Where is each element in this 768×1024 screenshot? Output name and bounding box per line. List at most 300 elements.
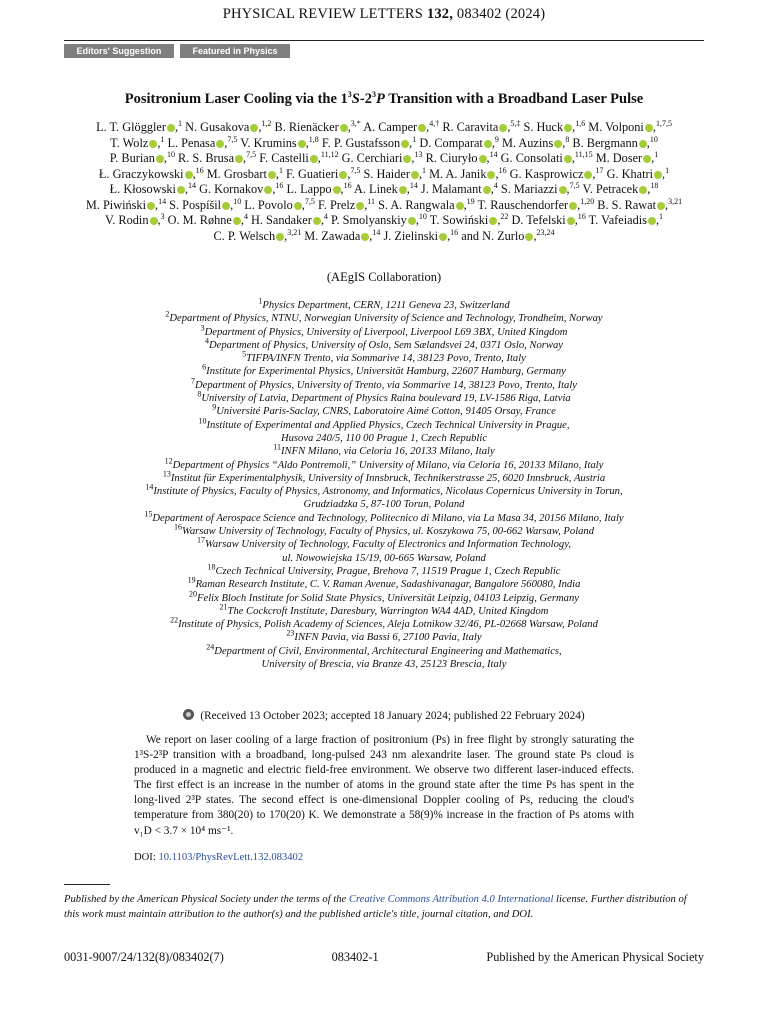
author-affiliation-mark: 10 [649, 134, 658, 144]
orcid-icon[interactable] [233, 217, 241, 225]
affiliation [64, 469, 704, 485]
affiliation-text: Institute of Physics, Polish Academy of Sciences, Aleja Lotnikow 32/46, PL-02668 Warsaw, Poland [178, 619, 598, 631]
author[interactable]: S. A. Rangwala ,$^{19}$ [378, 196, 475, 212]
affiliation-text: TIFPA/INFN Trento, via Sommarive 14, 38123 Povo, Trento, Italy [246, 353, 526, 365]
author-name: T. Vafeiadis [588, 213, 647, 227]
orcid-icon[interactable] [177, 186, 185, 194]
author[interactable]: G. Kasprowicz ,$^{17}$ [509, 165, 604, 181]
author-name: C. P. Welsch [213, 228, 276, 243]
affiliation-list [64, 296, 704, 671]
author-name: S. Pospíšil [169, 197, 222, 212]
orcid-icon[interactable] [333, 186, 341, 194]
author-line [64, 136, 704, 152]
author-affiliation-mark: 1 [160, 134, 165, 144]
author-affiliation-mark: 10 [233, 196, 242, 206]
affiliation [64, 628, 704, 644]
author[interactable]: S. Huck ,$^{1,6}$ [523, 118, 586, 134]
affiliation [64, 642, 704, 658]
author-affiliation-mark: 19 [466, 196, 475, 206]
orcid-icon[interactable] [222, 202, 230, 210]
author[interactable]: R. Ciuryło ,$^{14}$ [425, 149, 498, 165]
affiliation-text: Grudziadzka 5, 87-100 Torun, Poland [303, 499, 465, 511]
editors-suggestion-tag[interactable]: Editors' Suggestion [64, 44, 174, 58]
author-name: N. Gusakova [185, 120, 250, 134]
journal-header [0, 6, 768, 23]
orcid-icon[interactable] [439, 233, 447, 241]
author-affiliation-mark: 7,5 [304, 196, 315, 206]
issn-code: 0031-9007/24/132(8)/083402(7) [64, 950, 224, 964]
author-name: G. Khatri [606, 166, 654, 181]
affiliation-number: 10 [198, 416, 207, 426]
author-name: S. Haider [363, 166, 410, 181]
orcid-icon[interactable] [643, 155, 651, 163]
author-affiliation-mark: 1 [178, 118, 183, 128]
author-affiliation-mark: 16 [343, 180, 352, 190]
orcid-icon[interactable] [411, 171, 419, 179]
page-number: 083402-1 [331, 950, 379, 964]
orcid-icon[interactable] [554, 140, 562, 148]
publisher: Published by the American Physical Society [486, 950, 704, 964]
orcid-icon[interactable] [403, 155, 411, 163]
affiliation-text: University of Brescia, via Branze 43, 25123 Brescia, Italy [261, 659, 507, 671]
orcid-icon[interactable] [657, 202, 665, 210]
author[interactable]: P. Burian ,$^{10}$ [109, 149, 175, 165]
affiliation-number: 4 [205, 336, 209, 346]
author-name: P. Burian [109, 151, 155, 165]
received-text: (Received 13 October 2023; accepted 18 January 2024; published 22 February 2024) [200, 710, 585, 722]
author[interactable]: G. Kornakov ,$^{16}$ [199, 180, 284, 196]
affiliation-number: 22 [170, 615, 179, 625]
affiliation-number: 7 [190, 376, 195, 386]
doi-link[interactable]: 10.1103/PhysRevLett.132.083402 [158, 852, 304, 863]
orcid-icon[interactable] [250, 124, 258, 132]
affiliation-number: 15 [144, 509, 153, 519]
author-name: B. Bergmann [572, 135, 638, 150]
author-name: B. Rienäcker [274, 120, 339, 134]
orcid-icon[interactable] [235, 155, 243, 163]
author-name: L. Povolo [244, 197, 293, 212]
author-affiliation-mark: 22 [500, 211, 509, 221]
affiliation-text: Department of Physics, NTNU, Norwegian University of Science and Technology, Trondheim, Norway [169, 313, 603, 325]
footnote-rule [64, 884, 110, 885]
affiliation-text: Institut für Experimentalphysik, University of Innsbruck, Technikerstrasse 25, 6020 Innsbruck, Austria [170, 472, 606, 484]
orcid-icon[interactable] [456, 202, 464, 210]
author[interactable]: M. Grosbart ,$^1$ [206, 165, 283, 181]
author-name: G. Kasprowicz [509, 166, 584, 181]
author-name: L. Penasa [167, 135, 216, 150]
orcid-icon[interactable] [418, 124, 426, 132]
author[interactable]: F. Prelz ,$^{11}$ [317, 196, 375, 212]
license-footnote [64, 892, 704, 922]
affiliation [64, 389, 704, 405]
orcid-icon[interactable] [401, 140, 409, 148]
author-name: M. Grosbart [206, 166, 267, 181]
author[interactable]: R. S. Brusa ,$^{7,5}$ [178, 149, 257, 165]
orcid-icon[interactable] [399, 186, 407, 194]
author[interactable]: T. Wolz ,$^1$ [110, 134, 165, 150]
author-affiliation-mark: 1 [412, 134, 417, 144]
check-for-updates-icon[interactable] [183, 709, 194, 720]
title-post: Transition with a Broadband Laser Pulse [384, 91, 644, 107]
affiliation-text: Felix Bloch Institute for Solid State Physics, Universität Leipzig, 04103 Leipzig, Germany [197, 592, 579, 604]
author[interactable]: F. Guatieri ,$^{7,5}$ [286, 165, 361, 181]
affiliation-number: 9 [212, 402, 217, 412]
author-affiliation-mark: 16 [498, 165, 507, 175]
author-affiliation-mark: 7,5 [227, 134, 238, 144]
page-footer [64, 950, 704, 965]
orcid-icon[interactable] [339, 171, 347, 179]
title-sup1: 3 [347, 90, 352, 100]
author-affiliation-mark: 3 [160, 211, 165, 221]
author-affiliation-mark: 3,21 [668, 196, 683, 206]
affiliation-text: Department of Physics, University of Trento, via Sommarive 14, 38123 Povo, Trento, Italy [194, 379, 577, 391]
affiliation-number: 18 [207, 562, 216, 572]
orcid-icon[interactable] [639, 186, 647, 194]
author-affiliation-mark: 3,* [350, 118, 361, 128]
affiliation [64, 522, 704, 538]
orcid-icon[interactable] [276, 233, 284, 241]
author-affiliation-mark: 11,15 [574, 149, 593, 159]
cc-license-link[interactable]: Creative Commons Attribution 4.0 International [348, 894, 554, 905]
author-affiliation-mark: 11,12 [320, 149, 339, 159]
author[interactable]: L. Lappo ,$^{16}$ [286, 180, 352, 196]
orcid-icon[interactable] [639, 140, 647, 148]
affiliation-text: University of Latvia, Department of Physics Raina boulevard 19, LV-1586 Riga, Latvia [201, 393, 571, 405]
author[interactable]: M. Doser ,$^1$ [595, 149, 659, 165]
collaboration: (AEgIS Collaboration) [326, 270, 442, 284]
author-name: A. Camper [363, 120, 418, 134]
author[interactable]: H. Sandaker ,$^4$ [251, 211, 328, 227]
author-affiliation-mark: 4,† [429, 118, 440, 128]
author-line [64, 120, 704, 136]
author[interactable]: B. S. Rawat ,$^{3,21}$ [597, 196, 683, 212]
author-name: M. Auzins [502, 135, 554, 150]
author[interactable]: B. Bergmann ,$^{10}$ [572, 134, 658, 150]
author[interactable]: T. Vafeiadis ,$^1$ [588, 211, 664, 227]
author-affiliation-mark: 14 [409, 180, 418, 190]
orcid-icon[interactable] [648, 217, 656, 225]
affiliation-number: 21 [219, 602, 228, 612]
affiliation-text: Institute of Experimental and Applied Physics, Czech Technical University in Prague, [206, 419, 570, 431]
orcid-icon[interactable] [298, 140, 306, 148]
author-affiliation-mark: 1,8 [308, 134, 319, 144]
author[interactable]: A. Linek ,$^{14}$ [354, 180, 418, 196]
orcid-icon[interactable] [499, 124, 507, 132]
author-name: J. Zielinski [383, 228, 439, 243]
orcid-icon[interactable] [340, 124, 348, 132]
author-affiliation-mark: 7,5 [246, 149, 257, 159]
author-name: M. Doser [595, 151, 643, 165]
affiliation-text: The Cockcroft Institute, Daresbury, Warrington WA4 4AD, United Kingdom [227, 605, 549, 617]
orcid-icon[interactable] [294, 202, 302, 210]
affiliation [64, 575, 704, 591]
author-name: T. Rauschendorfer [477, 197, 569, 212]
author[interactable]: D. Tefelski ,$^{16}$ [511, 211, 586, 227]
author-name: F. Castelli [259, 151, 309, 165]
author[interactable]: M. Volponi ,$^{1,7,5}$ [588, 118, 672, 134]
affiliation-number: 20 [189, 589, 198, 598]
author-line: C. P. Welsch ,$^{3,21}$ M. Zawada ,$^{14}$ J. Zielinski ,$^{16}$ and N. Zurlo ,$^{23,24}$ [213, 227, 555, 243]
author[interactable]: L. T. Glöggler ,$^1$ [96, 118, 183, 134]
author[interactable]: G. Consolati ,$^{11,15}$ [500, 149, 593, 165]
author-name: F. Prelz [317, 197, 356, 212]
author-name: N. Zurlo [482, 228, 525, 243]
author-affiliation-mark: 1,6 [575, 118, 586, 128]
article-title [64, 91, 704, 108]
author-affiliation-mark: 1 [654, 149, 659, 159]
article-id-year: 083402 (2024) [456, 6, 546, 22]
journal-name: PHYSICAL REVIEW LETTERS [222, 6, 424, 22]
author[interactable]: O. M. Røhne ,$^4$ [167, 211, 248, 227]
author[interactable]: S. Pospíšil ,$^{10}$ [169, 196, 242, 212]
title-mid3: P [375, 91, 385, 107]
orcid-icon[interactable] [489, 217, 497, 225]
author-name: H. Sandaker [251, 213, 312, 227]
author[interactable]: M. Piwiński ,$^{14}$ [85, 196, 167, 212]
affiliation-number: 17 [197, 535, 206, 545]
affiliation [64, 296, 704, 312]
affiliation [64, 336, 704, 352]
author[interactable]: Ł. Graczykowski ,$^{16}$ [98, 165, 204, 181]
affiliation-number: 23 [286, 628, 295, 638]
author-affiliation-mark: 1 [422, 165, 427, 175]
affiliation-number: 8 [197, 389, 202, 399]
author-affiliation-mark: 1 [278, 165, 283, 175]
author[interactable]: B. Rienäcker ,$^{3,*}$ [274, 118, 361, 134]
doi-label: DOI: [134, 852, 156, 863]
author[interactable]: N. Zurlo ,$^{23,24}$ [482, 227, 555, 243]
author-affiliation-mark: 4 [243, 211, 248, 221]
orcid-icon[interactable] [569, 202, 577, 210]
author-name: M. Zawada [304, 228, 361, 243]
affiliation [64, 658, 704, 671]
affiliation-text: Husova 240/5, 110 00 Prague 1, Czech Republic [280, 432, 488, 444]
title-pre: Positronium Laser Cooling via the 1 [124, 91, 348, 107]
author-affiliation-mark: 16 [450, 227, 459, 237]
author[interactable]: J. Malamant ,$^4$ [420, 180, 498, 196]
author-name: L. T. Glöggler [96, 120, 166, 134]
author[interactable]: R. Caravita ,$^{5,\ddagger}$ [442, 118, 521, 134]
orcid-icon[interactable] [484, 140, 492, 148]
author-name: F. P. Gustafsson [321, 135, 401, 150]
orcid-icon[interactable] [150, 217, 158, 225]
orcid-icon[interactable] [310, 155, 318, 163]
author-name: G. Cerchiari [341, 151, 403, 165]
author-affiliation-mark: 7,5 [569, 180, 580, 190]
affiliation-text: Department of Civil, Environmental, Architectural Engineering and Mathematics, [214, 645, 562, 657]
received-dates [64, 709, 704, 722]
orcid-icon[interactable] [167, 124, 175, 132]
author-name: M. A. Janik [429, 166, 487, 181]
author-affiliation-mark: 1 [659, 211, 664, 221]
orcid-icon[interactable] [268, 171, 276, 179]
tag-bar [64, 44, 290, 58]
author-affiliation-mark: 3,21 [287, 227, 302, 237]
orcid-icon[interactable] [645, 124, 653, 132]
orcid-icon[interactable] [156, 155, 164, 163]
orcid-icon[interactable] [408, 217, 416, 225]
author-name: T. Wolz [110, 135, 149, 150]
affiliation-text: Department of Physics, University of Oslo, Sem Sælandsvei 24, 0371 Oslo, Norway [209, 339, 563, 351]
author-affiliation-mark: 4 [493, 180, 498, 190]
author-affiliation-mark: 13 [414, 149, 423, 159]
affiliation-number: 14 [145, 482, 154, 492]
author-name: G. Kornakov [199, 182, 264, 196]
affiliation-text: INFN Pavia, via Bassi 6, 27100 Pavia, Italy [294, 632, 482, 644]
affiliation-text: Université Paris-Saclay, CNRS, Laboratoire Aimé Cotton, 91405 Orsay, France [216, 406, 556, 418]
author-line [64, 167, 704, 183]
affiliation-text: Physics Department, CERN, 1211 Geneva 23, Switzerland [262, 300, 510, 311]
orcid-icon[interactable] [483, 186, 491, 194]
author-name: L. Lappo [286, 182, 332, 196]
affiliation [64, 402, 704, 418]
author[interactable]: A. Camper ,$^{4,\dagger}$ [363, 118, 440, 134]
author-name: S. Mariazzi [500, 182, 558, 196]
author-affiliation-mark: 14 [188, 180, 197, 190]
affiliation-number: 5 [242, 349, 247, 359]
orcid-icon[interactable] [216, 140, 224, 148]
affiliation-number: 24 [206, 642, 215, 652]
orcid-icon[interactable] [264, 186, 272, 194]
affiliation-text: Department of Aerospace Science and Technology, Politecnico di Milano, via La Masa 34, 20156 Milano, Italy [152, 512, 624, 524]
affiliation [64, 376, 704, 392]
author-name: S. Huck [523, 120, 564, 134]
orcid-icon[interactable] [584, 171, 592, 179]
affiliation-number: 3 [200, 323, 205, 333]
author[interactable]: G. Khatri ,$^1$ [606, 165, 670, 181]
author-name: F. Guatieri [286, 166, 339, 181]
author[interactable]: T. Sowiński ,$^{22}$ [429, 211, 509, 227]
author-affiliation-mark: 7,5 [350, 165, 361, 175]
author-affiliation-mark: 16 [577, 211, 586, 221]
title-mid2: -2 [359, 91, 372, 107]
affiliation-number: 2 [165, 309, 170, 319]
affiliation-number: 16 [173, 522, 182, 532]
author-name: B. S. Rawat [597, 197, 657, 212]
author-name: P. Smolyanskiy [330, 213, 407, 227]
author[interactable]: Ł. Kłosowski ,$^{14}$ [109, 180, 197, 196]
author[interactable]: L. Penasa ,$^{7,5}$ [167, 134, 238, 150]
author-name: R. S. Brusa [178, 151, 235, 165]
author-affiliation-mark: 1,7,5 [655, 118, 672, 128]
orcid-icon[interactable] [525, 233, 533, 241]
affiliation [64, 456, 704, 472]
author[interactable]: M. Auzins ,$^8$ [502, 134, 570, 150]
author[interactable]: N. Gusakova ,$^{1,2}$ [185, 118, 272, 134]
affiliation [64, 615, 704, 631]
author-name: R. Ciuryło [425, 151, 478, 165]
affiliation-text: Institute of Physics, Faculty of Physics, Astronomy, and Informatics, Nicolaus Copernicus University in Torun, [153, 486, 623, 498]
author[interactable]: T. Rauschendorfer ,$^{1,20}$ [477, 196, 595, 212]
author[interactable]: C. P. Welsch ,$^{3,21}$ [213, 227, 302, 243]
affiliation-text: ul. Nowowiejska 15/19, 00-665 Warsaw, Poland [282, 552, 486, 564]
author-affiliation-mark: 14 [489, 149, 498, 159]
orcid-icon[interactable] [479, 155, 487, 163]
author-affiliation-mark: 8 [565, 134, 570, 144]
author-name: Ł. Kłosowski [109, 182, 176, 196]
affiliation-number: 12 [164, 456, 173, 466]
affiliation [64, 362, 704, 378]
author[interactable]: M. A. Janik ,$^{16}$ [429, 165, 507, 181]
author[interactable]: S. Mariazzi ,$^{7,5}$ [500, 180, 580, 196]
affiliation [64, 498, 704, 511]
author-affiliation-mark: 14 [158, 196, 167, 206]
author-name: G. Consolati [500, 151, 563, 165]
author-name: M. Piwiński [85, 197, 146, 212]
orcid-icon[interactable] [361, 233, 369, 241]
affiliation [64, 349, 704, 365]
affiliation-text: Department of Physics “Aldo Pontremoli,” University of Milano, via Celoria 16, 20133 Milano, Italy [172, 459, 604, 471]
affiliation [64, 552, 704, 565]
affiliation-text: Warsaw University of Technology, Faculty of Physics, ul. Koszykowa 75, 00-662 Warsaw, Poland [181, 526, 595, 538]
affiliation-number: 6 [202, 362, 207, 372]
author[interactable]: F. Castelli ,$^{11,12}$ [259, 149, 339, 165]
author[interactable]: V. Petracek ,$^{18}$ [582, 180, 659, 196]
author[interactable]: L. Povolo ,$^{7,5}$ [244, 196, 315, 212]
author-affiliation-mark: 1 [665, 165, 670, 175]
affiliation-number: 13 [162, 469, 171, 479]
author[interactable]: G. Cerchiari ,$^{13}$ [341, 149, 423, 165]
orcid-icon[interactable] [487, 171, 495, 179]
author-name: J. Malamant [420, 182, 482, 196]
author[interactable]: D. Comparat ,$^9$ [419, 134, 499, 150]
author-affiliation-mark: 4 [323, 211, 328, 221]
author[interactable]: P. Smolyanskiy ,$^{10}$ [330, 211, 427, 227]
featured-in-physics-tag[interactable]: Featured in Physics [180, 44, 290, 58]
orcid-icon[interactable] [564, 124, 572, 132]
affiliation [64, 323, 704, 339]
affiliation [64, 416, 704, 432]
journal-volume: 132, [426, 6, 454, 22]
affiliation-number: 19 [187, 575, 196, 585]
affiliation [64, 482, 704, 498]
orcid-icon[interactable] [559, 186, 567, 194]
author[interactable]: S. Haider ,$^1$ [363, 165, 427, 181]
affiliation-number: 1 [258, 296, 263, 306]
author-affiliation-mark: 10 [418, 211, 427, 221]
orcid-icon[interactable] [564, 155, 572, 163]
orcid-icon[interactable] [356, 202, 364, 210]
author-line [64, 151, 704, 167]
author-name: Ł. Graczykowski [98, 166, 184, 181]
author[interactable]: V. Krumins ,$^{1,8}$ [240, 134, 319, 150]
affiliation [64, 509, 704, 525]
author[interactable]: M. Zawada ,$^{14}$ [304, 227, 381, 243]
header-rule [64, 40, 704, 41]
affiliation [64, 589, 704, 605]
title-mid1: S [351, 91, 360, 107]
orcid-icon[interactable] [149, 140, 157, 148]
affiliation-text: Warsaw University of Technology, Faculty of Electronics and Information Technology, [205, 539, 571, 551]
orcid-icon[interactable] [185, 171, 193, 179]
author[interactable]: V. Rodin ,$^3$ [104, 211, 165, 227]
author-affiliation-mark: 16 [275, 180, 284, 190]
author-name: A. Linek [354, 182, 398, 196]
affiliation-text: Department of Physics, University of Liverpool, Liverpool L69 3BX, United Kingdom [204, 326, 568, 338]
orcid-icon[interactable] [567, 217, 575, 225]
author-affiliation-mark: 5,‡ [510, 118, 521, 128]
author[interactable]: F. P. Gustafsson ,$^1$ [321, 134, 417, 150]
footnote-pre: Published by the American Physical Society under the terms of the [64, 894, 349, 905]
orcid-icon[interactable] [313, 217, 321, 225]
orcid-icon[interactable] [147, 202, 155, 210]
author-name: V. Rodin [104, 213, 149, 227]
title-sup2: 3 [371, 90, 376, 100]
author-name: D. Tefelski [511, 213, 566, 227]
author[interactable]: J. Zielinski ,$^{16}$ [383, 227, 459, 243]
orcid-icon[interactable] [654, 171, 662, 179]
affiliation-text: Institute for Experimental Physics, Universität Hamburg, 22607 Hamburg, Germany [206, 366, 566, 378]
